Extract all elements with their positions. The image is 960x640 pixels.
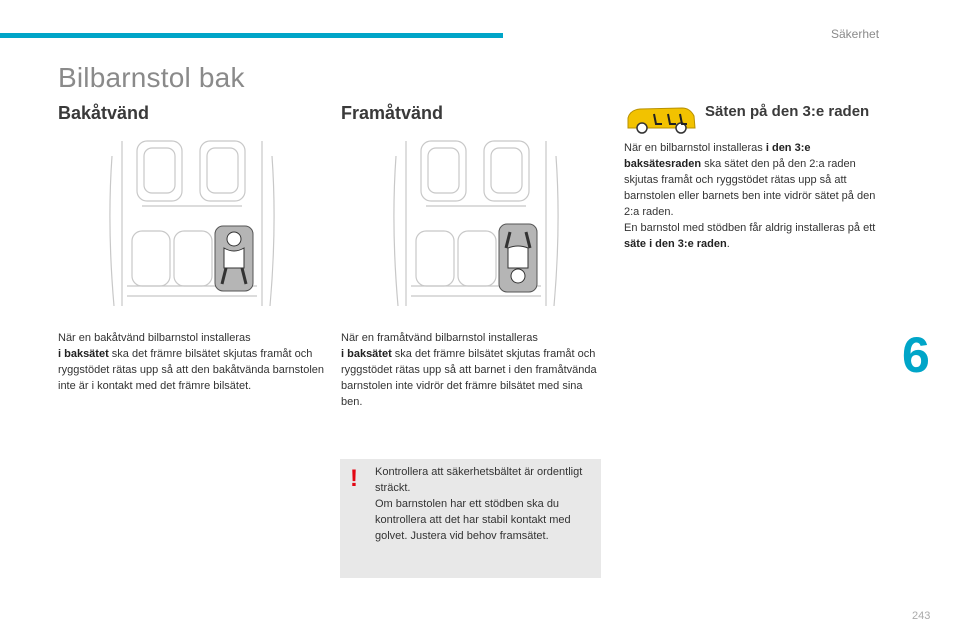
forward-facing-text: När en framåtvänd bilbarnstol installeras i baksätet ska det främre bilsätet skjutas framåt och ryggstödet rätas upp så att barnet i den framåtvända barnstolen inte vidrör det främre bilsätet med sina ben. [341, 332, 597, 408]
chapter-number: 6 [902, 327, 930, 383]
rear-facing-text: När en bakåtvänd bilbarnstol installeras i baksätet ska det främre bilsätet skjutas framåt och ryggstödet rätas upp så att den bakåtvända barnstolen inte är i kontakt med det främre bilsätet. [58, 332, 325, 392]
page-title: Bilbarnstol bak [58, 62, 245, 93]
top-accent-bar [0, 33, 503, 38]
heading-third-row: Säten på den 3:e raden [705, 103, 870, 120]
heading-forward-facing: Framåtvänd [341, 103, 444, 123]
section-label: Säkerhet [831, 27, 880, 41]
third-row-text: När en bilbarnstol installeras i den 3:e baksätesraden ska sätet den på den 2:a raden skjutas framåt och ryggstödet rätas upp så att barnstolen eller barnets ben inte vidrör sätet på den 2:a raden. En barnstol med stödben får aldrig installeras på ett säte i den 3:e raden. [624, 142, 876, 250]
car-third-row-icon [624, 104, 698, 134]
rear-facing-seat-diagram [102, 136, 282, 316]
heading-rear-facing: Bakåtvänd [58, 103, 150, 123]
warning-box [340, 459, 601, 578]
warning-exclamation-icon: ! [350, 465, 358, 492]
forward-facing-seat-diagram [386, 136, 566, 316]
warning-text: Kontrollera att säkerhetsbältet är ordentligt sträckt. Om barnstolen har ett stödben ska du kontrollera att det har stabil kontakt med golvet. Justera vid behov framsätet. [375, 466, 583, 542]
page-number: 243 [912, 610, 931, 622]
